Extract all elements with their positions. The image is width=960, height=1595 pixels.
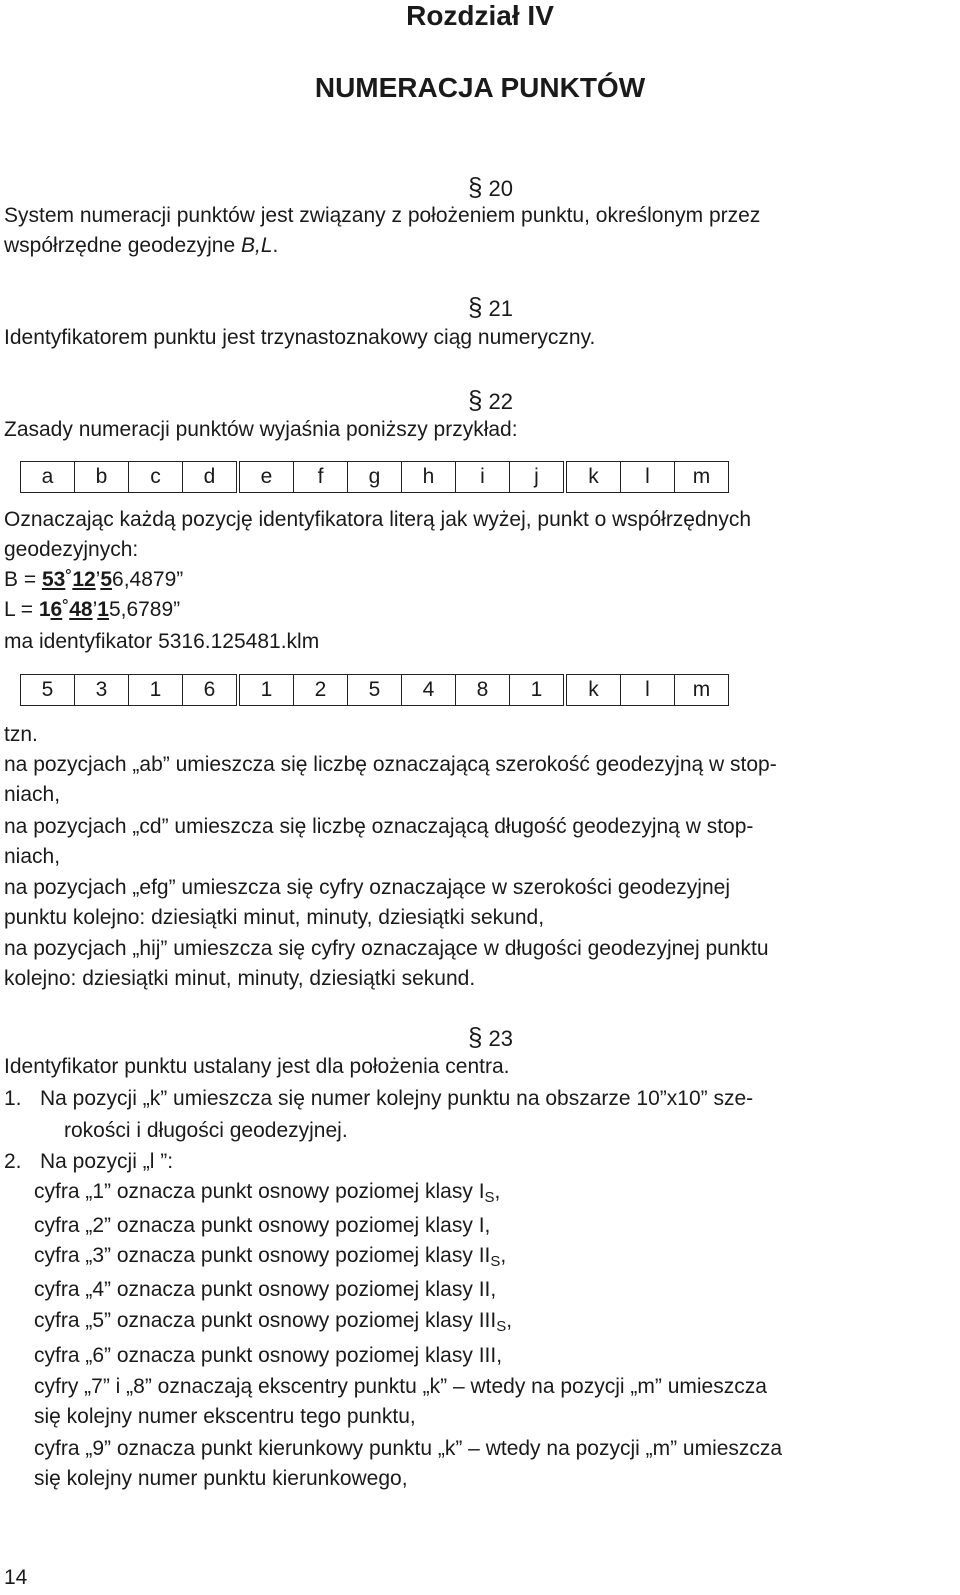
item-2-line: Na pozycji „l ”:	[40, 1150, 174, 1173]
s22-intro: Zasady numeracji punktów wyjaśnia poniższy przykład:	[4, 418, 518, 441]
comma: ,	[494, 1180, 501, 1203]
s23-intro: Identyfikator punktu ustalany jest dla położenia centra.	[4, 1055, 510, 1078]
item-1-line-1: Na pozycji „k” umieszcza się numer kolejny punktu na obszarze 10”x10” sze-	[40, 1087, 754, 1110]
digit-6-line: cyfra „6” oznacza punkt osnowy poziomej klasy III,	[34, 1344, 503, 1367]
latitude-line	[4, 568, 183, 592]
digit-cell: 1	[129, 675, 183, 706]
s22-after-1: Oznaczając każdą pozycję identyfikatora literą jak wyżej, punkt o współrzędnych	[4, 508, 752, 531]
section-symbol: §	[468, 292, 483, 322]
letter-cell: l	[621, 462, 675, 493]
item-2-number: 2.	[4, 1150, 22, 1173]
letter-cell: m	[675, 462, 729, 493]
letter-cell: k	[565, 462, 621, 493]
positions-cd-1: na pozycjach „cd” umieszcza się liczbę oznaczającą długość geodezyjną w stop-	[4, 815, 754, 838]
positions-hij-2: kolejno: dziesiątki minut, minuty, dziesiątki sekund.	[4, 967, 476, 990]
lon-degrees-2: 6	[50, 598, 63, 621]
section-symbol: §	[468, 1022, 483, 1052]
lat-minutes: 12	[72, 568, 96, 591]
digit-9-line-1: cyfra „9” oznacza punkt kierunkowy punktu „k” – wtedy na pozycji „m” umieszcza	[34, 1437, 783, 1460]
s20-coords: B,L	[241, 234, 273, 257]
digit-cell: l	[621, 675, 675, 706]
section-21-heading	[468, 292, 513, 323]
lon-rest: 5,6789”	[108, 598, 181, 621]
s21-line-1: Identyfikatorem punktu jest trzynastoznakowy ciąg numeryczny.	[4, 326, 596, 349]
digit-cell: 5	[348, 675, 402, 706]
positions-efg-1: na pozycjach „efg” umieszcza się cyfry oznaczające w szerokości geodezyjnej	[4, 876, 730, 899]
s20-line-2	[4, 234, 278, 258]
digit-cell: 6	[183, 675, 239, 706]
section-number: 23	[488, 1026, 513, 1051]
lon-prefix: L =	[4, 598, 39, 621]
item-1-number: 1.	[4, 1087, 22, 1110]
digit-1-text: cyfra „1” oznacza punkt osnowy poziomej klasy I	[34, 1180, 485, 1203]
section-20-heading	[468, 172, 513, 203]
letter-cell: d	[183, 462, 239, 493]
letter-cell: j	[510, 462, 566, 493]
digit-cell: 1	[238, 675, 294, 706]
digit-9-line-2: się kolejny numer punktu kierunkowego,	[34, 1467, 408, 1490]
class-subscript: S	[496, 1318, 507, 1335]
digit-5-line	[34, 1309, 512, 1339]
digits-table	[20, 674, 729, 706]
class-subscript: S	[484, 1189, 495, 1206]
page-number: 14	[4, 1566, 28, 1589]
digit-1-line	[34, 1180, 500, 1210]
digit-4-line: cyfra „4” oznacza punkt osnowy poziomej klasy II,	[34, 1278, 497, 1301]
positions-hij-1: na pozycjach „hij” umieszcza się cyfry oznaczające w długości geodezyjnej punktu	[4, 937, 769, 960]
lat-seconds-tens: 5	[100, 568, 113, 591]
digit-cell: k	[565, 675, 621, 706]
s20-line-1: System numeracji punktów jest związany z położeniem punktu, określonym przez	[4, 204, 761, 227]
section-symbol: §	[468, 385, 483, 415]
section-symbol: §	[468, 172, 483, 202]
positions-ab-2: niach,	[4, 783, 61, 806]
page-title: NUMERACJA PUNKTÓW	[314, 72, 646, 103]
tzn-label: tzn.	[4, 723, 38, 746]
minute-mark: ’	[95, 568, 101, 591]
digit-cell: 4	[402, 675, 456, 706]
digit-cell: 8	[456, 675, 510, 706]
letter-cell: c	[129, 462, 183, 493]
letter-cell: i	[456, 462, 510, 493]
letter-cell: f	[294, 462, 348, 493]
letter-cell: h	[402, 462, 456, 493]
positions-efg-2: punktu kolejno: dziesiątki minut, minuty, dziesiątki sekund,	[4, 906, 545, 929]
digit-3-text: cyfra „3” oznacza punkt osnowy poziomej klasy II	[34, 1244, 491, 1267]
digit-2-line: cyfra „2” oznacza punkt osnowy poziomej klasy I,	[34, 1214, 491, 1237]
degree-mark: ˚	[62, 598, 70, 621]
section-23-heading	[468, 1022, 513, 1053]
section-number: 20	[488, 176, 513, 201]
digit-cell: 2	[294, 675, 348, 706]
letter-cell: a	[21, 462, 75, 493]
comma: ,	[500, 1244, 507, 1267]
minute-mark: ’	[92, 598, 98, 621]
comma: ,	[506, 1309, 513, 1332]
s20-text: współrzędne geodezyjne	[4, 234, 241, 257]
lat-prefix: B =	[4, 568, 42, 591]
positions-ab-1: na pozycjach „ab” umieszcza się liczbę oznaczającą szerokość geodezyjną w stop-	[4, 753, 777, 776]
section-22-heading	[468, 385, 513, 416]
class-subscript: S	[490, 1253, 501, 1270]
s20-dot: .	[272, 234, 279, 257]
digit-78-line-1: cyfry „7” i „8” oznaczają ekscentry punktu „k” – wtedy na pozycji „m” umieszcza	[34, 1375, 767, 1398]
chapter-heading: Rozdział IV	[406, 0, 554, 31]
lat-rest: 6,4879”	[112, 568, 184, 591]
letter-cell: g	[348, 462, 402, 493]
letter-cell: b	[75, 462, 129, 493]
lon-seconds-tens: 1	[97, 598, 109, 621]
positions-cd-2: niach,	[4, 845, 61, 868]
s22-after-2: geodezyjnych:	[4, 538, 139, 561]
longitude-line	[4, 598, 180, 622]
digit-cell: 1	[510, 675, 566, 706]
lon-degrees-1: 1	[38, 598, 51, 621]
section-number: 22	[488, 389, 513, 414]
letters-table	[20, 461, 729, 493]
item-1-line-2: rokości i długości geodezyjnej.	[64, 1119, 348, 1142]
lat-degrees: 53	[41, 568, 66, 591]
letter-cell: e	[238, 462, 294, 493]
digit-78-line-2: się kolejny numer ekscentru tego punktu,	[34, 1405, 416, 1428]
section-number: 21	[488, 296, 513, 321]
digit-5-text: cyfra „5” oznacza punkt osnowy poziomej klasy III	[34, 1309, 497, 1332]
identifier-line: ma identyfikator 5316.125481.klm	[4, 630, 320, 653]
degree-mark: ˚	[65, 568, 73, 591]
digit-3-line	[34, 1244, 506, 1274]
lon-minutes: 48	[69, 598, 93, 621]
digit-cell: 3	[75, 675, 129, 706]
digit-cell: 5	[21, 675, 75, 706]
digit-cell: m	[675, 675, 729, 706]
